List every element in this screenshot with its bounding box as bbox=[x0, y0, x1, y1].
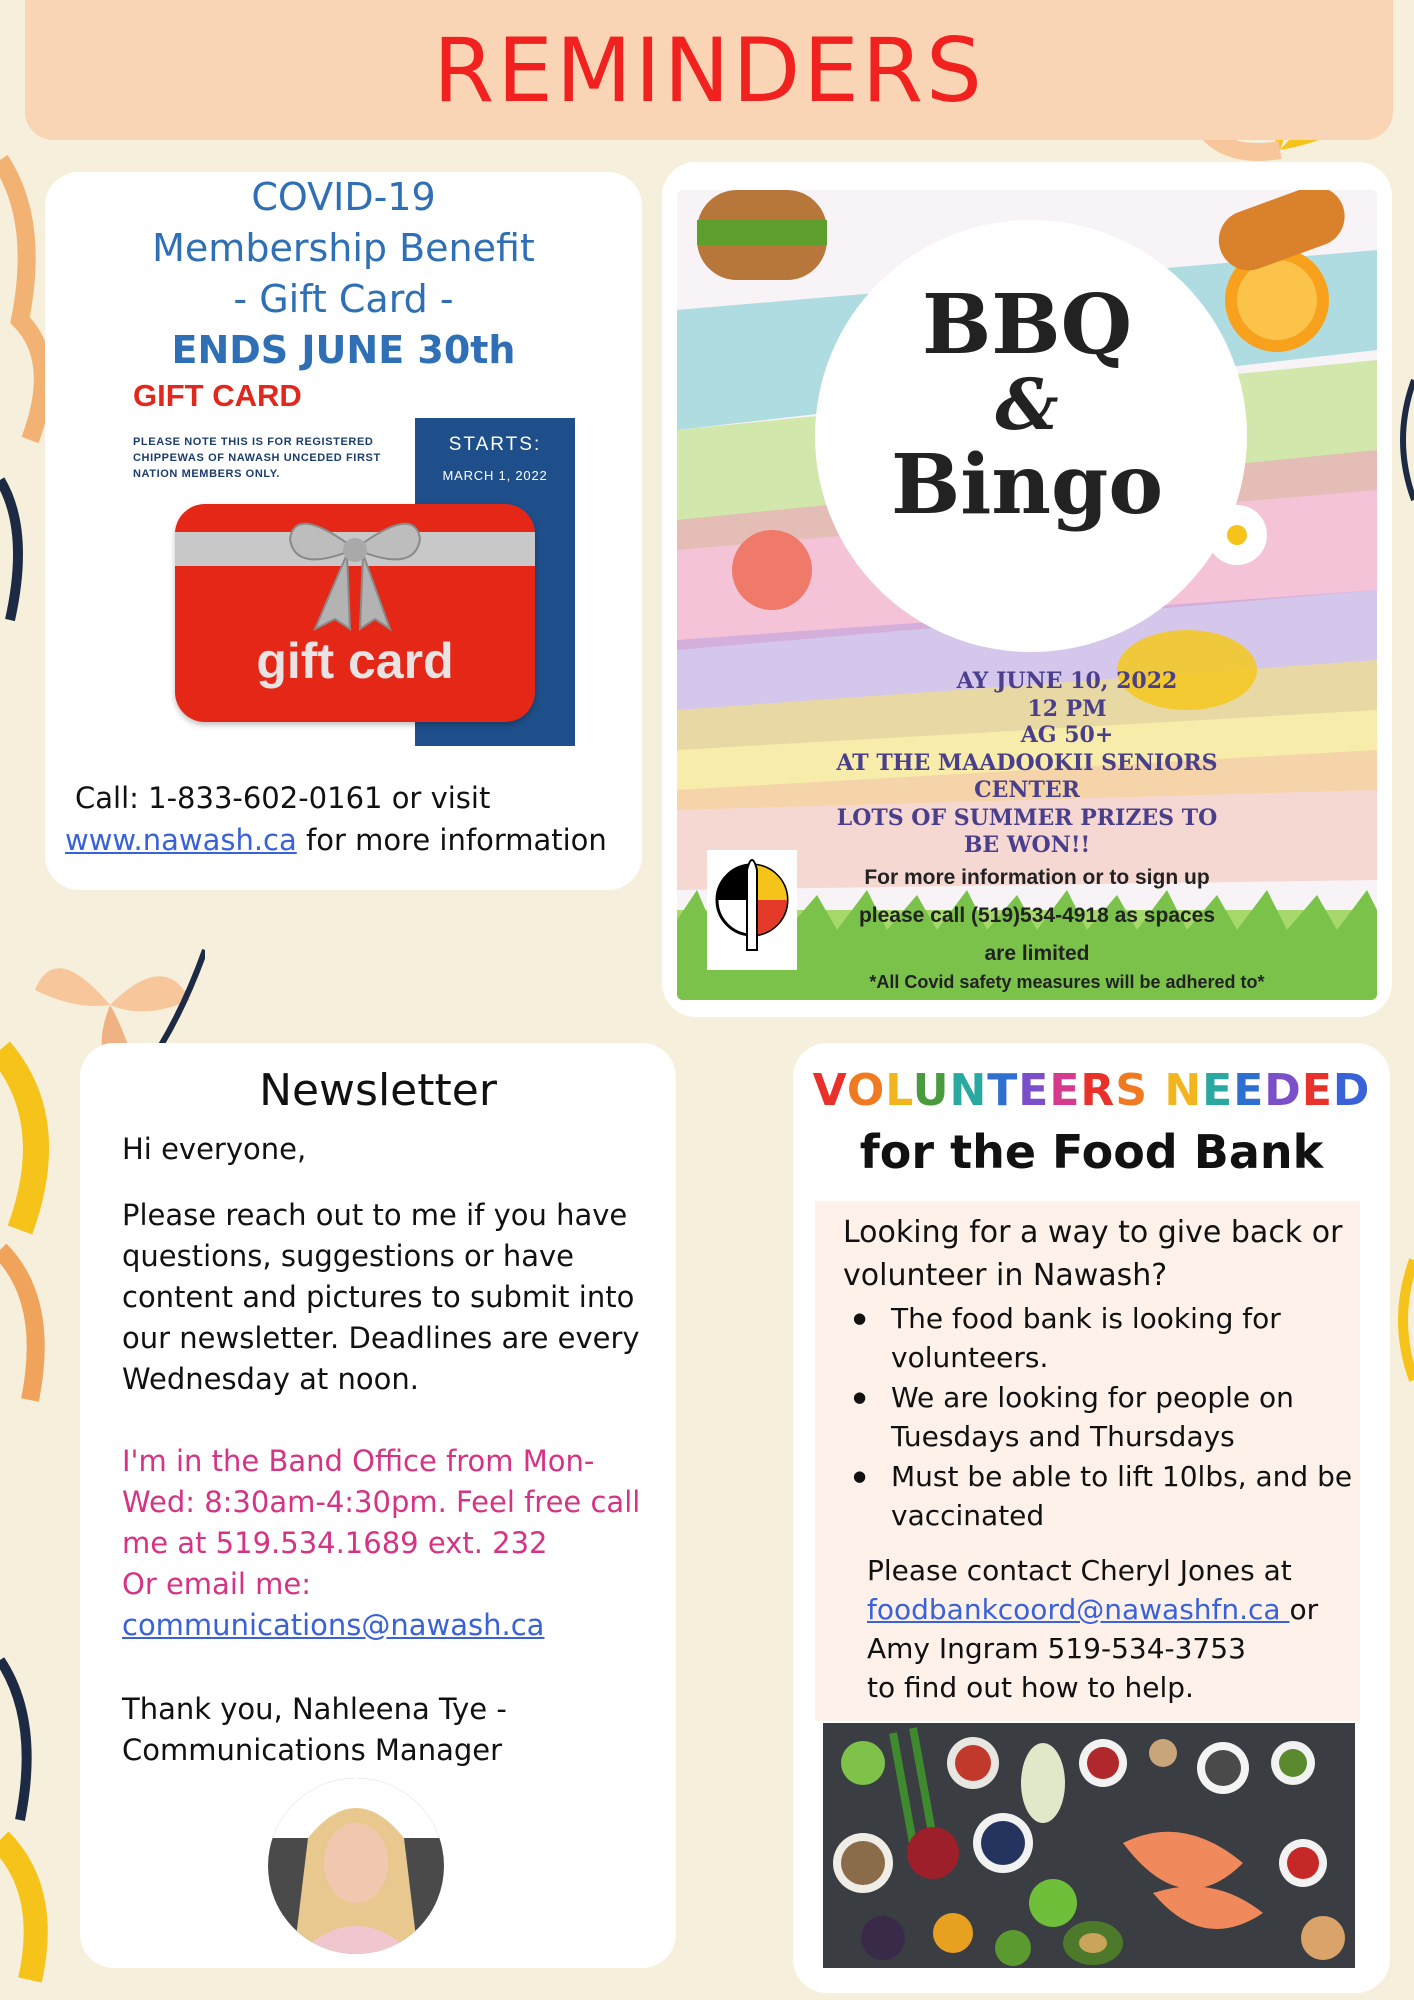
heading-letter: D bbox=[1332, 1065, 1371, 1116]
heading-letter: L bbox=[885, 1065, 913, 1116]
newsletter-greeting: Hi everyone, bbox=[122, 1132, 307, 1166]
contact-suffix: to find out how to help. bbox=[867, 1671, 1194, 1704]
heading-letter: U bbox=[912, 1065, 950, 1116]
page-title: REMINDERS bbox=[433, 18, 985, 122]
list-item: ● We are looking for people on Tuesdays and Thursdays bbox=[891, 1378, 1401, 1456]
bbq-title-bingo: Bingo bbox=[890, 437, 1164, 533]
heading-letter: S bbox=[1115, 1065, 1149, 1116]
newsletter-email-prefix: Or email me: bbox=[122, 1567, 312, 1601]
volunteers-info-box bbox=[815, 1201, 1360, 1721]
newsletter-email-link[interactable]: communications@nawash.ca bbox=[122, 1608, 545, 1642]
bbq-info-3: are limited bbox=[984, 942, 1090, 965]
nawash-website-link[interactable]: www.nawash.ca bbox=[65, 823, 297, 857]
avatar bbox=[268, 1778, 444, 1954]
covid-line-1: COVID-19 bbox=[251, 175, 436, 219]
covid-heading bbox=[45, 172, 642, 376]
newsletter-title: Newsletter bbox=[259, 1065, 497, 1116]
bbq-bingo-poster-panel bbox=[662, 162, 1392, 1017]
starts-date: MARCH 1, 2022 bbox=[442, 468, 548, 483]
heading-letter: N bbox=[949, 1065, 988, 1116]
bbq-title bbox=[677, 277, 1377, 533]
flower-decoration-right bbox=[1392, 360, 1414, 1960]
heading-letter: E bbox=[1018, 1065, 1050, 1116]
heading-letter: E bbox=[1202, 1065, 1234, 1116]
bbq-date: AY JUNE 10, 2022 bbox=[956, 668, 1178, 694]
list-item: ● Must be able to lift 10lbs, and be vaccinated bbox=[891, 1457, 1401, 1535]
bbq-title-bbq: BBQ bbox=[921, 277, 1133, 373]
bbq-covid-note: *All Covid safety measures will be adhered to* bbox=[869, 972, 1265, 992]
newsletter-signoff: Thank you, Nahleena Tye - Communications Manager bbox=[122, 1692, 507, 1767]
heading-letter: O bbox=[846, 1065, 886, 1116]
covid-contact-info bbox=[65, 777, 607, 861]
contact-name-amy: Amy Ingram bbox=[867, 1632, 1039, 1665]
covid-line-2: Membership Benefit bbox=[152, 226, 535, 270]
heading-letter: N bbox=[1164, 1065, 1203, 1116]
heading-letter: T bbox=[987, 1065, 1019, 1116]
list-item: ● The food bank is looking for volunteers. bbox=[891, 1299, 1401, 1377]
contact-or: or bbox=[1289, 1593, 1319, 1626]
covid-more-info: for more information bbox=[296, 823, 607, 857]
gift-card-text: gift card bbox=[256, 633, 454, 689]
heading-letter: R bbox=[1080, 1065, 1116, 1116]
volunteers-list bbox=[843, 1299, 1401, 1536]
bbq-location-2: CENTER bbox=[974, 777, 1080, 803]
newsletter-office-hours: I'm in the Band Office from Mon-Wed: 8:30am-4:30pm. Feel free call me at 519.534.1689 ext. 232 bbox=[122, 1444, 641, 1560]
bbq-age: AG 50+ bbox=[1020, 722, 1114, 748]
heading-letter: D bbox=[1264, 1065, 1302, 1116]
heading-letter: V bbox=[812, 1065, 847, 1116]
covid-call-text: Call: 1-833-602-0161 or visit bbox=[75, 781, 491, 815]
heading-letter: E bbox=[1301, 1065, 1333, 1116]
volunteers-panel bbox=[793, 1043, 1390, 1993]
volunteers-subheading: for the Food Bank bbox=[859, 1125, 1324, 1179]
volunteers-heading bbox=[793, 1065, 1390, 1116]
covid-line-3: - Gift Card - bbox=[233, 277, 454, 321]
reminders-banner bbox=[25, 0, 1393, 140]
contact-prefix: Please contact bbox=[867, 1554, 1081, 1587]
volunteers-contact bbox=[867, 1551, 1367, 1707]
bbq-title-and: & bbox=[995, 363, 1059, 446]
gift-card-notice: PLEASE NOTE THIS IS FOR REGISTERED CHIPPEWAS OF NAWASH UNCEDED FIRST NATION MEMBERS ONLY. bbox=[133, 436, 381, 480]
food-bank-email-link[interactable]: foodbankcoord@nawashfn.ca bbox=[867, 1593, 1290, 1626]
ribbon-bow-icon bbox=[175, 504, 535, 634]
gift-card-image bbox=[175, 504, 535, 722]
heading-letter: E bbox=[1049, 1065, 1081, 1116]
vegetables-image bbox=[823, 1723, 1355, 1968]
bbq-info-1: For more information or to sign up bbox=[864, 866, 1210, 889]
bbq-time: 12 PM bbox=[1027, 696, 1107, 722]
bbq-location-1: AT THE MAADOOKII SENIORS bbox=[836, 750, 1218, 776]
contact-at: at bbox=[1254, 1554, 1292, 1587]
bbq-prizes-2: BE WON!! bbox=[963, 832, 1091, 858]
heading-letter bbox=[1148, 1065, 1164, 1116]
covid-gift-card-panel bbox=[45, 172, 642, 890]
volunteers-intro: Looking for a way to give back or volunteer in Nawash? bbox=[843, 1215, 1343, 1293]
starts-label: STARTS: bbox=[448, 434, 542, 455]
bbq-bingo-poster bbox=[677, 190, 1377, 1000]
newsletter-panel bbox=[80, 1043, 676, 1968]
bbq-info-2: please call (519)534-4918 as spaces bbox=[858, 904, 1216, 927]
contact-name-cheryl: Cheryl Jones bbox=[1080, 1554, 1255, 1587]
gift-card-label: GIFT CARD bbox=[133, 378, 302, 413]
contact-phone: 519-534-3753 bbox=[1038, 1632, 1246, 1665]
heading-letter: E bbox=[1233, 1065, 1265, 1116]
newsletter-body: Please reach out to me if you have questions, suggestions or have content and pictures to submit into our newsletter. Deadlines are every Wednesday at noon. bbox=[122, 1198, 640, 1396]
bbq-prizes-1: LOTS OF SUMMER PRIZES TO bbox=[836, 805, 1218, 831]
covid-end-date: ENDS JUNE 30th bbox=[171, 328, 516, 372]
